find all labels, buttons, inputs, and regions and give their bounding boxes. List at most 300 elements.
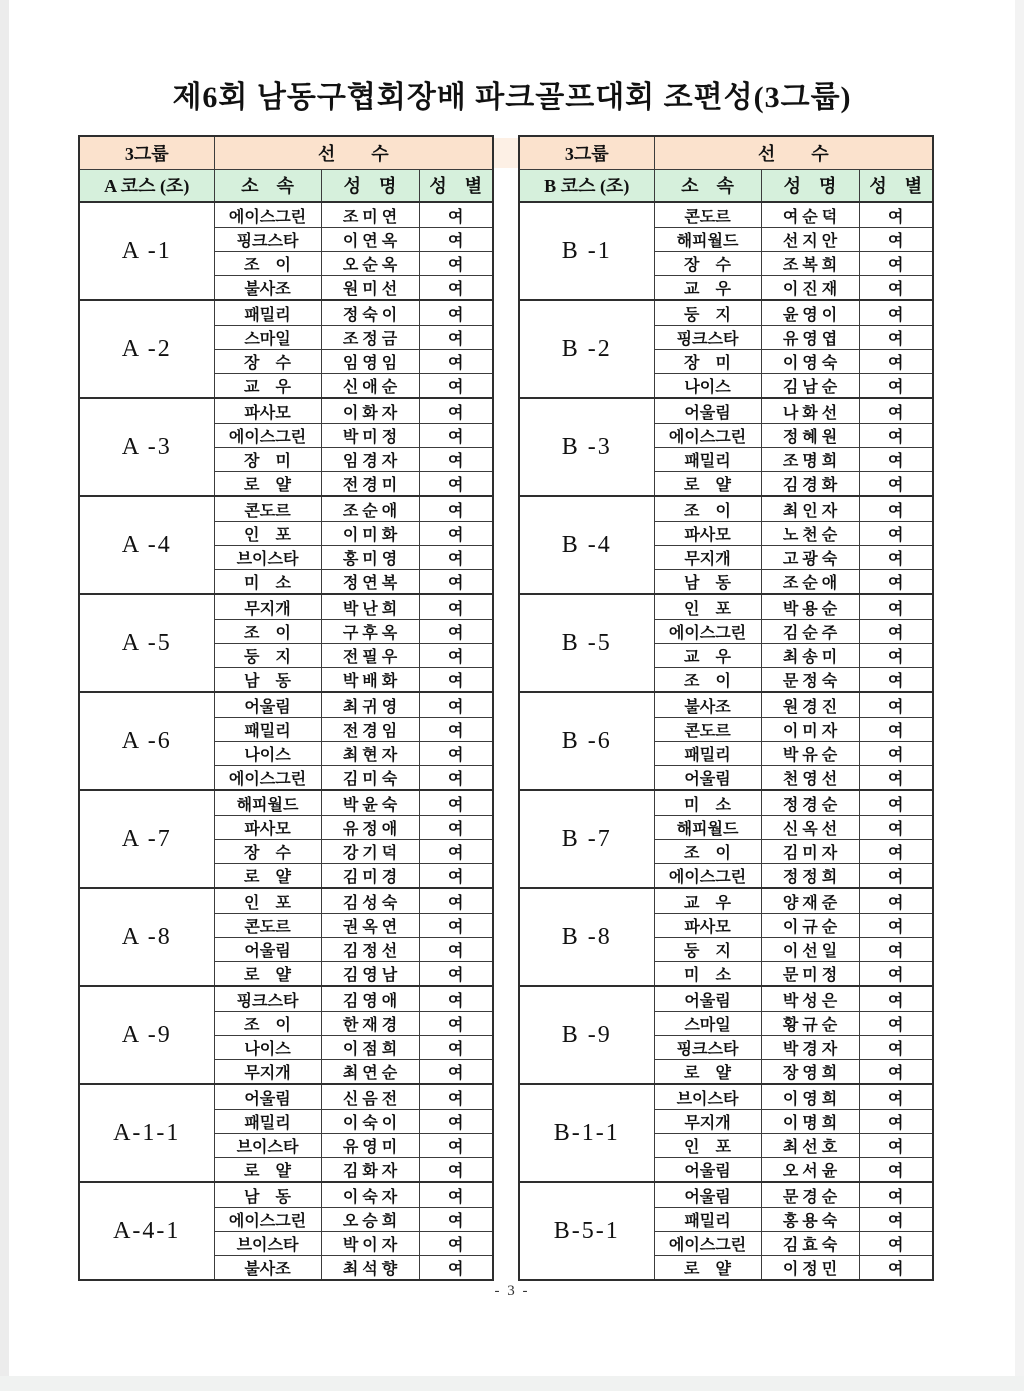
player-name-cell: 김 영 남 [321,962,419,987]
group-label-cell: B -2 [519,300,654,398]
player-name-cell: 김 영 애 [321,986,419,1012]
gender-cell: 여 [419,1012,493,1036]
gender-cell: 여 [859,986,933,1012]
header-row-columns [519,169,933,202]
player-name-cell: 황 규 순 [761,1012,859,1036]
club-cell: 장 수 [654,252,761,276]
roster-table-b-container [518,135,934,1281]
player-name-cell: 정 정 희 [761,864,859,889]
player-header-cell: 선 수 [654,136,933,169]
player-row [519,790,933,816]
club-cell: 로 얄 [214,864,321,889]
club-cell: 해피월드 [214,790,321,816]
player-row [519,692,933,718]
gender-cell: 여 [859,1232,933,1256]
gender-cell: 여 [859,252,933,276]
gender-cell: 여 [859,1182,933,1208]
player-name-cell: 김 성 숙 [321,888,419,914]
gender-col-header: 성 별 [859,169,933,202]
player-name-cell: 이 선 일 [761,938,859,962]
player-name-cell: 윤 영 이 [761,300,859,326]
gender-cell: 여 [419,766,493,791]
player-name-cell: 유 영 미 [321,1134,419,1158]
club-cell: 남 동 [214,668,321,693]
gender-cell: 여 [419,448,493,472]
group-label-cell: A -8 [79,888,214,986]
club-cell: 에이스그린 [654,864,761,889]
club-cell: 에이스그린 [214,766,321,791]
club-cell: 로 얄 [654,472,761,497]
club-cell: 둥 지 [214,644,321,668]
player-row [79,496,493,522]
club-cell: 콘도르 [214,914,321,938]
gender-cell: 여 [419,472,493,497]
club-cell: 인 포 [654,594,761,620]
gender-cell: 여 [419,546,493,570]
player-name-cell: 정 경 순 [761,790,859,816]
player-row [79,888,493,914]
player-name-cell: 조 순 애 [761,570,859,595]
player-row [519,594,933,620]
document-page [9,0,1015,1376]
club-cell: 무지개 [214,594,321,620]
gender-cell: 여 [859,300,933,326]
player-name-cell: 정 숙 이 [321,300,419,326]
gender-cell: 여 [859,276,933,301]
club-cell: 패밀리 [654,1208,761,1232]
header-row-columns [79,169,493,202]
group-label-cell: A -3 [79,398,214,496]
club-cell: 인 포 [214,888,321,914]
gender-cell: 여 [859,374,933,399]
gender-cell: 여 [859,594,933,620]
scan-edge-bottom [0,1376,1024,1391]
gender-cell: 여 [859,1084,933,1110]
roster-table-b [518,135,934,1281]
group-label-cell: B -1 [519,202,654,300]
group-label-cell: B-1-1 [519,1084,654,1182]
gender-cell: 여 [859,668,933,693]
player-name-cell: 박 미 정 [321,424,419,448]
gender-cell: 여 [859,1256,933,1281]
player-name-cell: 임 영 임 [321,350,419,374]
player-name-cell: 임 경 자 [321,448,419,472]
player-row [519,1084,933,1110]
player-name-cell: 양 재 준 [761,888,859,914]
player-name-cell: 정 연 복 [321,570,419,595]
player-row [79,398,493,424]
player-name-cell: 신 애 순 [321,374,419,399]
club-cell: 파사모 [654,914,761,938]
page-number: - 3 - [494,1283,530,1299]
player-name-cell: 이 숙 이 [321,1110,419,1134]
name-col-header: 성 명 [761,169,859,202]
club-cell: 콘도르 [214,496,321,522]
club-cell: 장 미 [214,448,321,472]
club-cell: 에이스그린 [214,202,321,228]
club-cell: 콘도르 [654,202,761,228]
club-cell: 핑크스타 [654,1036,761,1060]
player-name-cell: 정 혜 원 [761,424,859,448]
group-label-cell: A -9 [79,986,214,1084]
gender-cell: 여 [419,522,493,546]
club-cell: 어울림 [214,1084,321,1110]
club-cell: 인 포 [654,1134,761,1158]
gender-cell: 여 [859,1060,933,1085]
player-name-cell: 강 기 덕 [321,840,419,864]
player-name-cell: 조 명 희 [761,448,859,472]
player-name-cell: 이 영 희 [761,1084,859,1110]
player-name-cell: 박 이 자 [321,1232,419,1256]
club-cell: 조 이 [214,620,321,644]
player-name-cell: 장 영 희 [761,1060,859,1085]
player-name-cell: 박 난 희 [321,594,419,620]
player-name-cell: 이 규 순 [761,914,859,938]
gender-cell: 여 [419,1134,493,1158]
player-name-cell: 이 점 희 [321,1036,419,1060]
gender-cell: 여 [419,816,493,840]
gender-cell: 여 [859,326,933,350]
player-name-cell: 조 정 금 [321,326,419,350]
club-cell: 패밀리 [214,718,321,742]
gender-cell: 여 [419,1036,493,1060]
gender-cell: 여 [419,252,493,276]
player-name-cell: 최 현 자 [321,742,419,766]
header-gap-strip [493,138,518,168]
player-row [519,986,933,1012]
gender-cell: 여 [419,938,493,962]
page-title: 제6회 남동구협회장배 파크골프대회 조편성(3그룹) [172,81,852,114]
player-name-cell: 원 경 진 [761,692,859,718]
player-name-cell: 여 순 덕 [761,202,859,228]
gender-cell: 여 [859,228,933,252]
group-label-cell: B -9 [519,986,654,1084]
player-row [519,202,933,228]
player-name-cell: 오 서 윤 [761,1158,859,1183]
player-name-cell: 고 광 숙 [761,546,859,570]
gender-cell: 여 [859,1110,933,1134]
player-name-cell: 이 정 민 [761,1256,859,1281]
gender-cell: 여 [419,620,493,644]
player-name-cell: 이 영 숙 [761,350,859,374]
group-label-cell: B -3 [519,398,654,496]
club-cell: 파사모 [654,522,761,546]
club-cell: 로 얄 [214,1158,321,1183]
group-label-cell: B -8 [519,888,654,986]
club-cell: 어울림 [654,1158,761,1183]
club-cell: 브이스타 [654,1084,761,1110]
club-cell: 패밀리 [654,448,761,472]
player-name-cell: 최 송 미 [761,644,859,668]
club-cell: 에이스그린 [214,1208,321,1232]
group-label-cell: A -2 [79,300,214,398]
player-name-cell: 오 승 희 [321,1208,419,1232]
player-name-cell: 오 순 옥 [321,252,419,276]
player-name-cell: 홍 미 영 [321,546,419,570]
gender-cell: 여 [419,424,493,448]
player-name-cell: 조 순 애 [321,496,419,522]
club-cell: 핑크스타 [654,326,761,350]
player-name-cell: 문 경 순 [761,1182,859,1208]
roster-table-a [78,135,494,1281]
gender-cell: 여 [859,1036,933,1060]
player-name-cell: 김 남 순 [761,374,859,399]
club-cell: 스마일 [654,1012,761,1036]
player-row [519,300,933,326]
gender-cell: 여 [419,594,493,620]
group-label-cell: B -7 [519,790,654,888]
gender-cell: 여 [859,840,933,864]
club-cell: 장 미 [654,350,761,374]
player-row [79,594,493,620]
club-cell: 브이스타 [214,1232,321,1256]
club-cell: 나이스 [214,1036,321,1060]
club-cell: 어울림 [654,986,761,1012]
club-cell: 조 이 [214,1012,321,1036]
club-cell: 나이스 [214,742,321,766]
club-cell: 조 이 [654,496,761,522]
scan-edge-right [1015,0,1024,1391]
gender-cell: 여 [859,546,933,570]
player-row [519,496,933,522]
player-name-cell: 조 복 희 [761,252,859,276]
gender-cell: 여 [419,374,493,399]
club-cell: 교 우 [654,888,761,914]
group-label-cell: A -6 [79,692,214,790]
player-name-cell: 권 옥 연 [321,914,419,938]
club-cell: 파사모 [214,816,321,840]
club-cell: 로 얄 [214,472,321,497]
gender-cell: 여 [859,620,933,644]
player-row [79,202,493,228]
club-cell: 남 동 [214,1182,321,1208]
club-cell: 어울림 [654,766,761,791]
club-cell: 에이스그린 [654,1232,761,1256]
roster-table-a-container [78,135,494,1281]
club-cell: 인 포 [214,522,321,546]
gender-cell: 여 [859,496,933,522]
header-row-group [519,136,933,169]
player-name-cell: 김 미 숙 [321,766,419,791]
player-row [79,1084,493,1110]
player-name-cell: 나 화 선 [761,398,859,424]
gender-cell: 여 [859,570,933,595]
gender-cell: 여 [859,914,933,938]
gender-cell: 여 [419,914,493,938]
club-cell: 둥 지 [654,938,761,962]
player-name-cell: 이 명 희 [761,1110,859,1134]
gender-cell: 여 [859,398,933,424]
gender-cell: 여 [419,864,493,889]
course-col-header: A 코스 (조) [79,169,214,202]
player-name-cell: 김 화 자 [321,1158,419,1183]
gender-cell: 여 [419,1084,493,1110]
club-cell: 둥 지 [654,300,761,326]
gender-cell: 여 [419,668,493,693]
gender-cell: 여 [419,326,493,350]
gender-cell: 여 [859,472,933,497]
gender-cell: 여 [419,692,493,718]
club-col-header: 소 속 [214,169,321,202]
player-name-cell: 전 경 미 [321,472,419,497]
gender-cell: 여 [859,350,933,374]
club-cell: 불사조 [214,1256,321,1281]
player-name-cell: 박 윤 숙 [321,790,419,816]
player-name-cell: 최 인 자 [761,496,859,522]
club-cell: 어울림 [654,398,761,424]
player-name-cell: 전 필 우 [321,644,419,668]
group-label-cell: B -4 [519,496,654,594]
club-cell: 어울림 [214,938,321,962]
group-label-cell: B -5 [519,594,654,692]
club-cell: 에이스그린 [654,424,761,448]
player-name-cell: 최 석 향 [321,1256,419,1281]
gender-cell: 여 [419,1208,493,1232]
group-label-cell: B -6 [519,692,654,790]
club-cell: 무지개 [654,1110,761,1134]
group-label-cell: A-4-1 [79,1182,214,1280]
player-name-cell: 박 용 순 [761,594,859,620]
gender-cell: 여 [859,1134,933,1158]
club-cell: 나이스 [654,374,761,399]
club-cell: 해피월드 [654,816,761,840]
player-row [79,790,493,816]
gender-col-header: 성 별 [419,169,493,202]
gender-cell: 여 [419,1182,493,1208]
gender-cell: 여 [859,202,933,228]
club-cell: 에이스그린 [214,424,321,448]
club-cell: 교 우 [654,276,761,301]
player-name-cell: 전 경 임 [321,718,419,742]
gender-cell: 여 [859,888,933,914]
group-label-cell: A -1 [79,202,214,300]
player-row [79,986,493,1012]
club-cell: 불사조 [214,276,321,301]
player-name-cell: 김 효 숙 [761,1232,859,1256]
player-name-cell: 조 미 연 [321,202,419,228]
player-name-cell: 선 지 안 [761,228,859,252]
gender-cell: 여 [419,1060,493,1085]
player-name-cell: 이 화 자 [321,398,419,424]
player-name-cell: 이 진 재 [761,276,859,301]
course-col-header: B 코스 (조) [519,169,654,202]
gender-cell: 여 [859,766,933,791]
gender-cell: 여 [419,840,493,864]
club-cell: 스마일 [214,326,321,350]
gender-cell: 여 [859,448,933,472]
gender-cell: 여 [859,644,933,668]
club-cell: 에이스그린 [654,620,761,644]
gender-cell: 여 [419,1256,493,1281]
club-cell: 콘도르 [654,718,761,742]
player-name-cell: 신 음 전 [321,1084,419,1110]
gender-cell: 여 [419,1158,493,1183]
player-name-cell: 박 유 순 [761,742,859,766]
player-name-cell: 노 천 순 [761,522,859,546]
player-name-cell: 김 순 주 [761,620,859,644]
gender-cell: 여 [419,228,493,252]
club-cell: 무지개 [214,1060,321,1085]
club-cell: 패밀리 [654,742,761,766]
club-cell: 브이스타 [214,546,321,570]
club-cell: 미 소 [654,790,761,816]
player-name-cell: 박 배 화 [321,668,419,693]
club-cell: 무지개 [654,546,761,570]
club-cell: 패밀리 [214,300,321,326]
club-cell: 핑크스타 [214,228,321,252]
player-name-cell: 이 연 옥 [321,228,419,252]
player-name-cell: 박 경 자 [761,1036,859,1060]
club-cell: 핑크스타 [214,986,321,1012]
club-cell: 어울림 [654,1182,761,1208]
club-cell: 파사모 [214,398,321,424]
player-row [519,1182,933,1208]
gender-cell: 여 [859,424,933,448]
name-col-header: 성 명 [321,169,419,202]
player-name-cell: 문 미 정 [761,962,859,987]
club-cell: 해피월드 [654,228,761,252]
group-label-cell: A -7 [79,790,214,888]
player-row [79,692,493,718]
gender-cell: 여 [859,742,933,766]
gender-cell: 여 [419,496,493,522]
gender-cell: 여 [859,864,933,889]
player-name-cell: 원 미 선 [321,276,419,301]
gender-cell: 여 [859,938,933,962]
club-cell: 로 얄 [654,1256,761,1281]
gender-cell: 여 [859,816,933,840]
group-label-cell: A -5 [79,594,214,692]
gender-cell: 여 [419,742,493,766]
club-col-header: 소 속 [654,169,761,202]
player-name-cell: 유 정 애 [321,816,419,840]
gender-cell: 여 [419,1110,493,1134]
club-cell: 남 동 [654,570,761,595]
player-name-cell: 김 미 자 [761,840,859,864]
player-name-cell: 김 미 경 [321,864,419,889]
gender-cell: 여 [859,790,933,816]
player-row [519,888,933,914]
group-label-cell: B-5-1 [519,1182,654,1280]
player-row [79,300,493,326]
group-header-cell: 3그룹 [79,136,214,169]
group-label-cell: A -4 [79,496,214,594]
player-name-cell: 최 선 호 [761,1134,859,1158]
gender-cell: 여 [859,1158,933,1183]
gender-cell: 여 [419,202,493,228]
player-name-cell: 문 정 숙 [761,668,859,693]
player-name-cell: 이 숙 자 [321,1182,419,1208]
player-row [79,1182,493,1208]
player-name-cell: 구 후 옥 [321,620,419,644]
gender-cell: 여 [419,570,493,595]
gender-cell: 여 [859,1012,933,1036]
club-cell: 장 수 [214,840,321,864]
club-cell: 미 소 [654,962,761,987]
gender-cell: 여 [859,1208,933,1232]
player-name-cell: 이 미 화 [321,522,419,546]
club-cell: 로 얄 [214,962,321,987]
gender-cell: 여 [419,300,493,326]
gender-cell: 여 [419,350,493,374]
gender-cell: 여 [859,962,933,987]
gender-cell: 여 [419,888,493,914]
player-header-cell: 선 수 [214,136,493,169]
player-name-cell: 김 정 선 [321,938,419,962]
gender-cell: 여 [419,398,493,424]
club-cell: 브이스타 [214,1134,321,1158]
club-cell: 어울림 [214,692,321,718]
